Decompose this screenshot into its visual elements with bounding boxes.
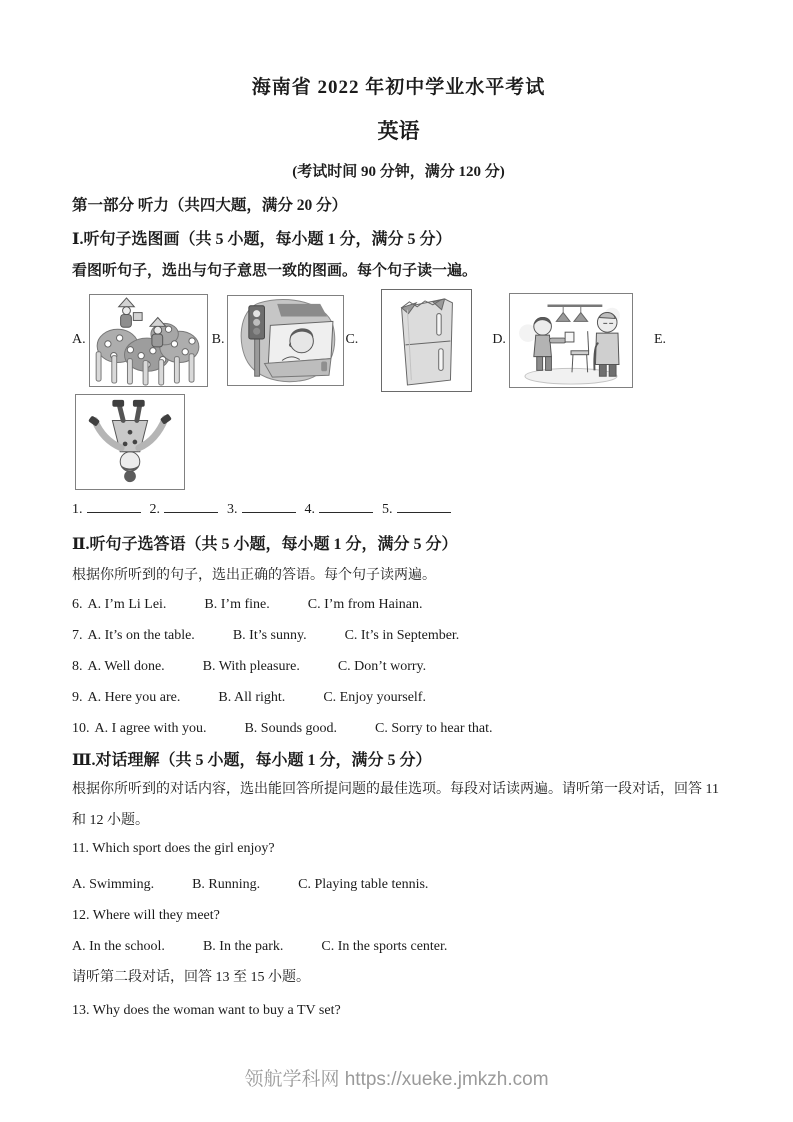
question-6 (72, 595, 725, 614)
blank-underline (319, 500, 373, 513)
option-a: A. In the school. (72, 939, 165, 954)
picture-e-row (75, 394, 725, 490)
page-title: 海南省 2022 年初中学业水平考试 (251, 77, 546, 98)
part1-heading: 第一部分 听力（共四大题，满分 20 分） (72, 197, 348, 214)
exam-info: (考试时间 90 分钟，满分 120 分) (292, 164, 505, 180)
blank-number: 3. (227, 502, 238, 517)
section2-instruction: 根据你所听到的句子，选出正确的答语。每个句子读两遍。 (72, 568, 436, 583)
footer-watermark: 领航学科网 https://xueke.jmkzh.com (244, 1069, 549, 1090)
blank-underline (242, 500, 296, 513)
option-b: B. With pleasure. (202, 659, 300, 674)
option-c: C. In the sports center. (321, 939, 448, 954)
question-number: 10. (72, 721, 90, 736)
option-a: A. Here you are. (87, 690, 181, 705)
picture-label-c: C. (345, 332, 359, 347)
picture-option-b (212, 295, 346, 386)
refrigerator-picture (381, 289, 472, 392)
driver-traffic-light-picture (227, 295, 344, 386)
question-8 (72, 657, 725, 676)
option-b: B. Running. (192, 877, 261, 892)
option-a: A. Well done. (87, 659, 165, 674)
answer-blank-1 (72, 500, 141, 518)
picture-label-d: D. (492, 332, 506, 347)
picture-label-e: E. (653, 332, 666, 347)
picture-option-c (345, 289, 492, 392)
blank-number: 5. (382, 502, 393, 517)
answer-blank-5 (382, 500, 451, 518)
question-number: 8. (72, 659, 83, 674)
blank-underline (164, 500, 218, 513)
option-c: C. It’s in September. (344, 628, 460, 643)
answer-blank-3 (227, 500, 296, 518)
upside-down-dancer-picture (75, 394, 185, 490)
blank-underline (87, 500, 141, 513)
blank-number: 2. (149, 502, 160, 517)
option-a: A. It’s on the table. (87, 628, 195, 643)
orchard-farmers-picture (89, 294, 208, 387)
answer-blank-2 (150, 500, 219, 518)
option-b: B. Sounds good. (244, 721, 338, 736)
option-a: A. I agree with you. (94, 721, 207, 736)
blank-number: 1. (72, 502, 83, 517)
option-b: B. In the park. (202, 939, 284, 954)
option-c: C. Don’t worry. (337, 659, 427, 674)
section2-heading: Ⅱ.听句子选答语（共 5 小题，每小题 1 分，满分 5 分） (72, 536, 458, 553)
option-c: C. Enjoy yourself. (323, 690, 426, 705)
blank-number: 4. (304, 502, 315, 517)
option-c: C. I’m from Hainan. (307, 597, 423, 612)
question-10 (72, 719, 725, 738)
picture-label-b: B. (211, 332, 225, 347)
question-9 (72, 688, 725, 707)
section3-instruction-line1: 根据你所听到的对话内容，选出能回答所提问题的最佳选项。每段对话读两遍。请听第一段对话，回答 11 (72, 782, 719, 797)
option-b: B. I’m fine. (204, 597, 270, 612)
question-13: 13. Why does the woman want to buy a TV set? (72, 1003, 341, 1018)
question-11-options (72, 875, 725, 894)
question-number: 7. (72, 628, 83, 643)
section1-instruction: 看图听句子，选出与句子意思一致的图画。每个句子读一遍。 (72, 263, 478, 279)
picture-option-a (72, 294, 212, 387)
option-a: A. Swimming. (72, 877, 155, 892)
subject-title: 英语 (377, 119, 420, 143)
section3-instruction-line2: 和 12 小题。 (72, 813, 149, 828)
question-12-options (72, 937, 725, 956)
option-c: C. Sorry to hear that. (375, 721, 493, 736)
answer-blanks-row (72, 500, 725, 518)
picture-option-e (654, 332, 669, 348)
option-b: B. It’s sunny. (232, 628, 307, 643)
option-c: C. Playing table tennis. (298, 877, 429, 892)
option-b: B. All right. (218, 690, 286, 705)
section3-heading: Ⅲ.对话理解（共 5 小题，每小题 1 分，满分 5 分） (72, 752, 432, 769)
picture-label-a: A. (72, 332, 86, 347)
option-a: A. I’m Li Lei. (87, 597, 167, 612)
boy-serving-elderly-man-picture (509, 293, 633, 388)
blank-underline (397, 500, 451, 513)
picture-option-d (492, 293, 654, 388)
answer-blank-4 (305, 500, 374, 518)
picture-options-row (72, 288, 725, 392)
question-7 (72, 626, 725, 645)
section1-heading: Ⅰ.听句子选图画（共 5 小题，每小题 1 分，满分 5 分） (72, 231, 452, 248)
question-11: 11. Which sport does the girl enjoy? (72, 841, 275, 856)
question-number: 9. (72, 690, 83, 705)
question-12: 12. Where will they meet? (72, 908, 220, 923)
question-number: 6. (72, 597, 83, 612)
dialog2-note: 请听第二段对话，回答 13 至 15 小题。 (72, 970, 310, 985)
